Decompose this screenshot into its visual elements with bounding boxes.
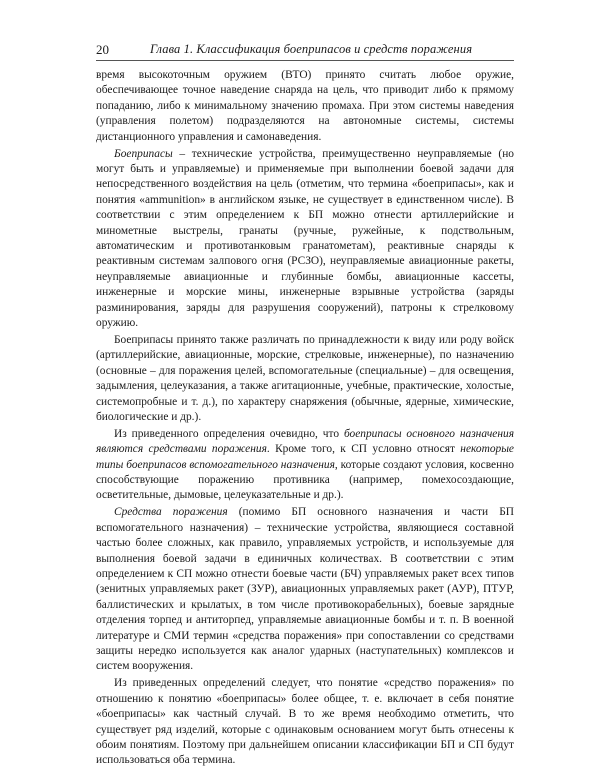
paragraph-2 [96,147,514,332]
paragraph-5-text: (помимо БП основного назначения и части БП вспомогательного назначения) – технические устройства, являющиеся составной частью более сложных, как правило, управляемых устройств, и используемые для выполнения боевой задачи в единичных количествах. В соответствии с этим определением к СП можно отнести боевые части (БЧ) управляемых ракет всех типов (зенитных управляемых ракет (ЗУР), авиационных управляемых ракет (АУР), ПТУР, баллистических и крылатых, в том числе противокорабельных), боевые зарядные отделения торпед и антиторпед, управляемые авиационные бомбы и т. п. В военной литературе и СМИ термин «средства поражения» при сопоставлении со средствами защиты нередко используется как аналог ударных (наступательных) комплексов и систем вооружения. [96,506,514,673]
paragraph-4-mid: . Кроме того, к СП условно относят [266,443,461,456]
page-number: 20 [96,42,109,57]
paragraph-4-emphasis-1: боеприпасы основного назначения являются средствами поражения [96,427,514,456]
page-header [96,40,514,61]
paragraph-4 [96,427,514,504]
paragraph-4-post: , которые создают условия, косвенно способствующие поражению противника (например, помехосоздающие, осветительные, дымовые, целеуказательные и др.). [96,458,514,502]
paragraph-4-emphasis-2: некоторые типы боеприпасов вспомогательного назначения [96,443,514,471]
paragraph-6: Из приведенных определений следует, что понятие «средство поражения» по отношению к понятию «боеприпасы» более общее, т. е. включает в себя понятие «боеприпасы» как частный случай. В то же время необходимо отметить, что существует ряд изделий, которые с одинаковым основанием могут быть отнесены к обоим понятиям. Поэтому при дальнейшем описании классификации БП и СП будут использоваться оба термина. [96,677,514,767]
paragraph-4-pre: Из приведенного определения очевидно, что [114,427,344,440]
body-text [96,68,514,770]
paragraph-2-text: – технические устройства, преимущественно неуправляемые (но могут быть и управляемые) и применяемые при выполнении боевой задачи для непосредственного воздействия на цель (отметим, что термина «боеприпасы», как и понятия «ammunition» в английском языке, не существует в единственном числе). В соответствии с этим определением к БП можно отнести артиллерийские и минометные выстрелы, гранаты (ручные, ружейные, к подствольным, автоматическим и противотанковым гранатометам), реактивные снаряды к реактивным системам залпового огня (РСЗО), неуправляемые авиационные ракеты, неуправляемые авиационные и глубинные бомбы, авиационные кассеты, инженерные и морские мины, инженерные взрывные устройства (заряды разминирования, заряды для разрушения сооружений), патроны к стрелковому оружию. [96,147,514,329]
running-head: Глава 1. Классификация боеприпасов и средств поражения [150,42,473,56]
term-sredstva-porazheniya: Средства поражения [114,506,228,519]
term-boepripasy: Боеприпасы [114,147,173,160]
paragraph-3: Боеприпасы принято также различать по принадлежности к виду или роду войск (артиллерийские, авиационные, морские, стрелковые, инженерные), по назначению (основные – для поражения целей, вспомогательные (специальные) – для освещения, задымления, целеуказания, а также агитационные, учебные, практические, холостые, системопробные и т. д.), по характеру снаряжения (обычные, ядерные, химические, биологические и др.). [96,333,514,423]
paragraph-5 [96,505,514,674]
paragraph-1: время высокоточным оружием (ВТО) принято считать любое оружие, обеспечивающее точное наведение снаряда на цель, что приводит либо к прямому попаданию, либо к минимальному значению промаха. При этом системы наведения (управления полетом) подразделяются на автономные системы, системы дистанционного управления и самонаведения. [96,69,514,143]
